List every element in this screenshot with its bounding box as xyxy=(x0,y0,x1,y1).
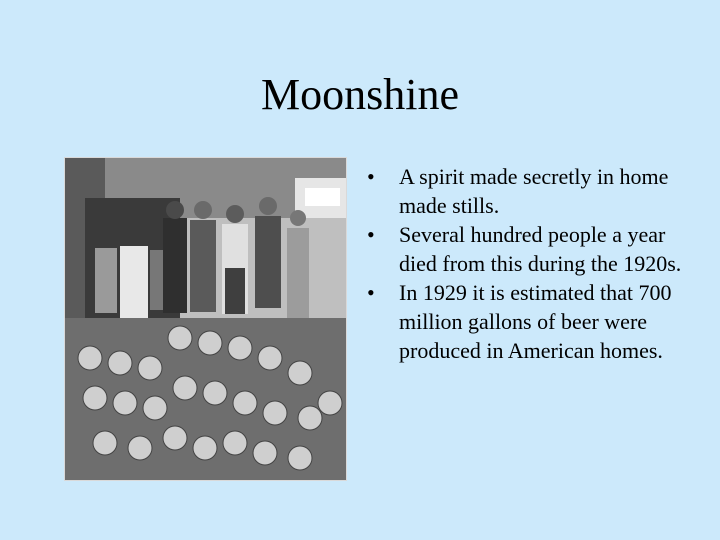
bullet-icon: • xyxy=(367,280,375,305)
bullet-item xyxy=(367,278,687,365)
bullet-icon: • xyxy=(367,164,375,189)
photo-graphic xyxy=(65,158,346,480)
moonshine-photo xyxy=(64,157,347,481)
bullet-icon: • xyxy=(367,222,375,247)
slide-title: Moonshine xyxy=(261,70,459,119)
bullet-text: In 1929 it is estimated that 700 million gallons of beer were produced in American homes. xyxy=(399,280,672,363)
bullet-list xyxy=(367,162,687,365)
bullet-item xyxy=(367,220,687,278)
bullet-text: A spirit made secretly in home made stills. xyxy=(399,164,669,218)
bullet-text: Several hundred people a year died from this during the 1920s. xyxy=(399,222,682,276)
bullet-item xyxy=(367,162,687,220)
